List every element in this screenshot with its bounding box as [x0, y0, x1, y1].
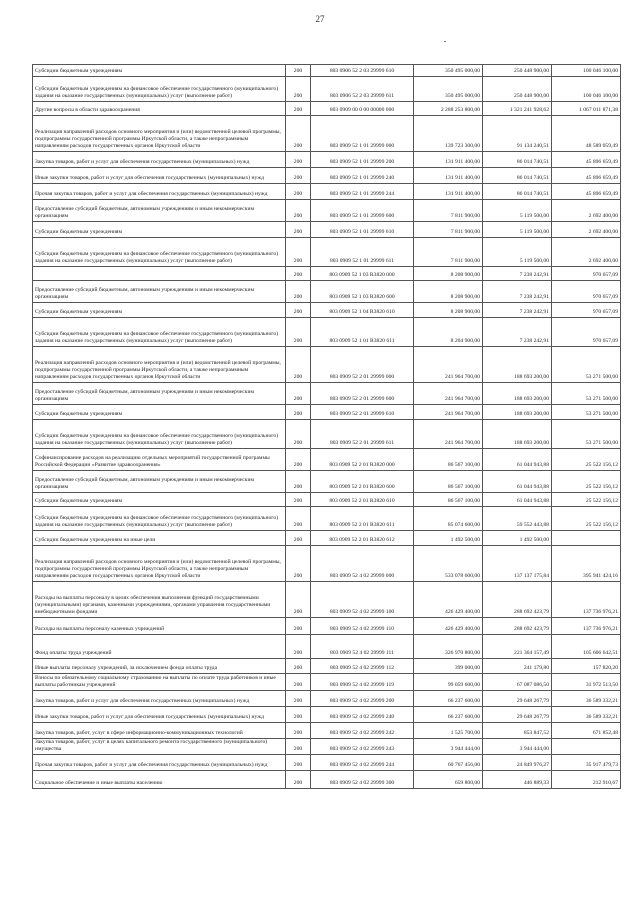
row-name-cell	[33, 267, 286, 281]
table-body	[33, 65, 621, 789]
row-executed-amount-cell: 250 448 900,00	[483, 65, 552, 77]
row-approved-amount-cell: 350 495 000,00	[414, 65, 483, 77]
row-admin-code-cell: 200	[286, 222, 311, 238]
row-name-cell: Закупка товаров, работ, услуг в целях капитального ремонта государственного (муниципального) имущества	[33, 739, 286, 755]
row-name-cell: Предоставление субсидий бюджетным, автономным учреждениям и иным некоммерческим организациям	[33, 383, 286, 405]
row-executed-amount-cell: 288 692 423,79	[483, 582, 552, 618]
row-executed-amount-cell: 91 134 240,51	[483, 116, 552, 152]
row-executed-amount-cell: 59 552 443,88	[483, 507, 552, 531]
row-executed-amount-cell: 137 137 175,84	[483, 546, 552, 582]
table-row	[33, 755, 621, 771]
row-remaining-amount-cell: 212 910,67	[552, 771, 621, 789]
row-budget-code-cell: 803 0909 52 1 01 29999 600	[311, 200, 414, 222]
row-admin-code-cell: 200	[286, 507, 311, 531]
row-remaining-amount-cell: 45 896 659,49	[552, 168, 621, 184]
row-remaining-amount-cell: 1 067 011 871,38	[552, 102, 621, 116]
row-remaining-amount-cell: 2 692 400,00	[552, 200, 621, 222]
table-row	[33, 471, 621, 493]
row-name-cell: Субсидии бюджетным учреждениям на финансовое обеспечение государственного (муниципального) задания на оказание государственных (муниципальных) услуг (выполнение работ)	[33, 318, 286, 347]
row-name-cell: Прочая закупка товаров, работ и услуг для обеспечения государственных (муниципальных) нужд	[33, 755, 286, 771]
row-executed-amount-cell: 7 238 242,91	[483, 318, 552, 347]
table-row	[33, 691, 621, 707]
row-remaining-amount-cell: 137 736 976,21	[552, 582, 621, 618]
row-remaining-amount-cell: 970 657,09	[552, 318, 621, 347]
row-remaining-amount-cell: 970 657,09	[552, 303, 621, 318]
row-admin-code-cell: 200	[286, 383, 311, 405]
row-name-cell: Субсидии бюджетным учреждениям на финансовое обеспечение государственного (муниципального) задания на оказание государственных (муниципальных) услуг (выполнение работ)	[33, 77, 286, 102]
table-row	[33, 383, 621, 405]
table-row	[33, 102, 621, 116]
table-row	[33, 659, 621, 674]
row-name-cell: Субсидии бюджетным учреждениям	[33, 303, 286, 318]
row-remaining-amount-cell: 25 522 156,12	[552, 493, 621, 507]
row-admin-code-cell: 200	[286, 77, 311, 102]
row-remaining-amount-cell: 53 271 500,00	[552, 383, 621, 405]
row-approved-amount-cell: 326 970 800,00	[414, 635, 483, 659]
row-remaining-amount-cell: 2 692 400,00	[552, 238, 621, 267]
table-row	[33, 707, 621, 723]
table-row	[33, 674, 621, 691]
row-remaining-amount-cell: 157 820,20	[552, 659, 621, 674]
table-row	[33, 771, 621, 789]
row-approved-amount-cell: 86 567 100,00	[414, 471, 483, 493]
row-approved-amount-cell: 241 964 700,00	[414, 347, 483, 383]
row-budget-code-cell: 803 0909 52 4 02 29999 100	[311, 582, 414, 618]
row-approved-amount-cell: 1 525 700,00	[414, 723, 483, 739]
row-name-cell: Субсидии бюджетным учреждениям	[33, 405, 286, 420]
table-row	[33, 582, 621, 618]
row-budget-code-cell: 803 0909 52 2 01 29999 610	[311, 405, 414, 420]
row-admin-code-cell: 200	[286, 635, 311, 659]
row-admin-code-cell: 200	[286, 707, 311, 723]
row-name-cell: Субсидии бюджетным учреждениям	[33, 222, 286, 238]
row-admin-code-cell: 200	[286, 582, 311, 618]
row-executed-amount-cell: 7 238 242,91	[483, 303, 552, 318]
row-admin-code-cell: 200	[286, 618, 311, 635]
row-budget-code-cell: 803 0909 52 2 01 R3820 610	[311, 493, 414, 507]
row-budget-code-cell: 803 0909 52 4 02 29999 111	[311, 635, 414, 659]
row-admin-code-cell: 200	[286, 405, 311, 420]
row-admin-code-cell: 200	[286, 347, 311, 383]
row-executed-amount-cell: 446 889,33	[483, 771, 552, 789]
table-row	[33, 238, 621, 267]
page-number: 27	[315, 14, 325, 24]
row-admin-code-cell: 200	[286, 65, 311, 77]
row-budget-code-cell: 803 0909 52 4 02 29999 244	[311, 755, 414, 771]
table-row	[33, 420, 621, 449]
row-remaining-amount-cell: 100 046 100,00	[552, 65, 621, 77]
row-remaining-amount-cell: 671 852,48	[552, 723, 621, 739]
row-approved-amount-cell: 86 567 100,00	[414, 493, 483, 507]
row-budget-code-cell: 803 0909 52 2 01 R3820 600	[311, 471, 414, 493]
table-row	[33, 739, 621, 755]
table-row	[33, 303, 621, 318]
row-name-cell: Реализация направлений расходов основного мероприятия и (или) ведомственной целевой программы, подпрограммы государственной программы Иркутской области, а также непрограммным направлениям расходов государственных органов Иркутской области	[33, 116, 286, 152]
row-budget-code-cell: 803 0909 52 2 01 R3820 000	[311, 449, 414, 471]
row-approved-amount-cell: 8 208 900,00	[414, 303, 483, 318]
row-approved-amount-cell: 426 429 400,00	[414, 618, 483, 635]
row-budget-code-cell: 803 0909 52 1 04 R3820 610	[311, 303, 414, 318]
row-admin-code-cell: 200	[286, 102, 311, 116]
row-executed-amount-cell: 188 693 200,00	[483, 347, 552, 383]
row-approved-amount-cell: 241 964 700,00	[414, 420, 483, 449]
row-remaining-amount-cell	[552, 531, 621, 546]
row-admin-code-cell: 200	[286, 168, 311, 184]
row-remaining-amount-cell: 395 941 424,16	[552, 546, 621, 582]
row-executed-amount-cell: 221 364 157,49	[483, 635, 552, 659]
row-approved-amount-cell: 399 000,00	[414, 659, 483, 674]
row-name-cell: Другие вопросы в области здравоохранения	[33, 102, 286, 116]
row-executed-amount-cell: 86 014 740,51	[483, 168, 552, 184]
row-name-cell: Софинансирование расходов на реализацию отдельных мероприятий государственной программы Российской Федерации «Развитие здравоохранения»	[33, 449, 286, 471]
row-approved-amount-cell: 2 288 253 800,00	[414, 102, 483, 116]
row-remaining-amount-cell: 100 046 100,00	[552, 77, 621, 102]
table-row	[33, 723, 621, 739]
row-name-cell: Социальное обеспечение и иные выплаты населению	[33, 771, 286, 789]
table-row	[33, 168, 621, 184]
row-name-cell: Субсидии бюджетным учреждениям на финансовое обеспечение государственного (муниципального) задания на оказание государственных (муниципальных) услуг (выполнение работ)	[33, 507, 286, 531]
row-remaining-amount-cell: 137 736 976,21	[552, 618, 621, 635]
row-budget-code-cell: 803 0909 52 4 02 29999 240	[311, 707, 414, 723]
row-budget-code-cell: 803 0909 52 2 01 29999 611	[311, 420, 414, 449]
row-admin-code-cell: 200	[286, 318, 311, 347]
row-admin-code-cell: 200	[286, 449, 311, 471]
row-executed-amount-cell: 250 448 900,00	[483, 77, 552, 102]
row-admin-code-cell: 200	[286, 116, 311, 152]
row-remaining-amount-cell	[552, 739, 621, 755]
row-executed-amount-cell: 29 648 267,79	[483, 707, 552, 723]
table-row	[33, 618, 621, 635]
row-budget-code-cell: 803 0909 52 1 01 29999 611	[311, 238, 414, 267]
row-approved-amount-cell: 99 059 600,00	[414, 674, 483, 691]
row-approved-amount-cell: 7 811 900,00	[414, 238, 483, 267]
row-approved-amount-cell: 131 911 400,00	[414, 168, 483, 184]
row-executed-amount-cell: 188 693 200,00	[483, 420, 552, 449]
row-admin-code-cell: 200	[286, 755, 311, 771]
row-budget-code-cell: 803 0909 52 4 02 29999 300	[311, 771, 414, 789]
row-budget-code-cell: 803 0909 52 4 02 29999 242	[311, 723, 414, 739]
row-executed-amount-cell: 5 119 500,00	[483, 238, 552, 267]
row-executed-amount-cell: 24 849 976,27	[483, 755, 552, 771]
row-executed-amount-cell: 853 847,52	[483, 723, 552, 739]
row-executed-amount-cell: 1 321 241 928,62	[483, 102, 552, 116]
row-executed-amount-cell: 1 492 500,00	[483, 531, 552, 546]
row-approved-amount-cell: 3 944 444,00	[414, 739, 483, 755]
row-executed-amount-cell: 61 044 943,88	[483, 493, 552, 507]
row-budget-code-cell: 803 0909 52 1 01 29999 000	[311, 116, 414, 152]
row-admin-code-cell: 200	[286, 152, 311, 168]
row-remaining-amount-cell: 25 522 156,12	[552, 471, 621, 493]
row-remaining-amount-cell: 970 657,09	[552, 281, 621, 303]
row-admin-code-cell: 200	[286, 281, 311, 303]
row-executed-amount-cell: 86 014 740,51	[483, 184, 552, 200]
row-admin-code-cell: 200	[286, 531, 311, 546]
row-budget-code-cell: 803 0909 52 1 01 R3820 611	[311, 318, 414, 347]
row-remaining-amount-cell: 53 271 500,00	[552, 420, 621, 449]
row-approved-amount-cell: 139 723 300,00	[414, 116, 483, 152]
row-approved-amount-cell: 8 208 900,00	[414, 281, 483, 303]
row-approved-amount-cell: 60 767 456,00	[414, 755, 483, 771]
row-executed-amount-cell: 86 014 740,51	[483, 152, 552, 168]
row-budget-code-cell: 803 0909 52 1 01 29999 610	[311, 222, 414, 238]
table-row	[33, 65, 621, 77]
table-row	[33, 267, 621, 281]
row-admin-code-cell: 200	[286, 771, 311, 789]
row-name-cell: Иные выплаты персоналу учреждений, за исключением фонда оплаты труда	[33, 659, 286, 674]
row-remaining-amount-cell: 48 589 059,49	[552, 116, 621, 152]
row-budget-code-cell: 803 0909 52 1 01 29999 200	[311, 152, 414, 168]
row-name-cell: Реализация направлений расходов основного мероприятия и (или) ведомственной целевой программы, подпрограммы государственной программы Иркутской области, а также непрограммным направлениям расходов государственных органов Иркутской области	[33, 546, 286, 582]
row-name-cell: Расходы на выплаты персоналу в целях обеспечения выполнения функций государственными (муниципальными) органами, казенными учреждениями, органами управления государственными внебюджетными фондами	[33, 582, 286, 618]
row-admin-code-cell: 200	[286, 493, 311, 507]
table-row	[33, 222, 621, 238]
row-approved-amount-cell: 241 964 700,00	[414, 405, 483, 420]
row-name-cell: Предоставление субсидий бюджетным, автономным учреждениям и иным некоммерческим организациям	[33, 200, 286, 222]
budget-execution-table	[32, 64, 621, 789]
row-name-cell: Субсидии бюджетным учреждениям	[33, 493, 286, 507]
table-row	[33, 507, 621, 531]
row-approved-amount-cell: 8 204 900,00	[414, 318, 483, 347]
table-row	[33, 184, 621, 200]
row-budget-code-cell: 803 0909 52 4 02 29999 243	[311, 739, 414, 755]
row-name-cell: Закупка товаров, работ и услуг для обеспечения государственных (муниципальных) нужд	[33, 691, 286, 707]
row-executed-amount-cell: 5 119 500,00	[483, 200, 552, 222]
row-budget-code-cell: 803 0909 52 2 01 R3820 611	[311, 507, 414, 531]
row-name-cell: Иные закупки товаров, работ и услуг для обеспечения государственных (муниципальных) нужд	[33, 168, 286, 184]
table-row	[33, 405, 621, 420]
row-approved-amount-cell: 533 078 600,00	[414, 546, 483, 582]
row-admin-code-cell: 200	[286, 674, 311, 691]
row-budget-code-cell: 803 0909 52 2 01 29999 000	[311, 347, 414, 383]
row-admin-code-cell: 200	[286, 471, 311, 493]
row-admin-code-cell: 200	[286, 184, 311, 200]
table-row	[33, 493, 621, 507]
row-approved-amount-cell: 8 208 900,00	[414, 267, 483, 281]
row-remaining-amount-cell: 45 896 659,49	[552, 184, 621, 200]
row-approved-amount-cell: 1 492 500,00	[414, 531, 483, 546]
row-budget-code-cell: 803 0909 52 4 02 29999 110	[311, 618, 414, 635]
row-budget-code-cell: 803 0909 52 4 02 29999 119	[311, 674, 414, 691]
row-executed-amount-cell: 241 179,80	[483, 659, 552, 674]
row-name-cell: Субсидии бюджетным учреждениям на финансовое обеспечение государственного (муниципального) задания на оказание государственных (муниципальных) услуг (выполнение работ)	[33, 420, 286, 449]
row-budget-code-cell: 803 0909 52 1 01 29999 244	[311, 184, 414, 200]
row-name-cell: Реализация направлений расходов основного мероприятия и (или) ведомственной целевой программы, подпрограммы государственной программы Иркутской области, а также непрограммным направлениям расходов государственных органов Иркутской области	[33, 347, 286, 383]
row-name-cell: Фонд оплаты труда учреждений	[33, 635, 286, 659]
row-budget-code-cell: 803 0909 52 2 01 29999 600	[311, 383, 414, 405]
table-row	[33, 200, 621, 222]
row-budget-code-cell: 803 0909 00 0 00 00000 000	[311, 102, 414, 116]
table-row	[33, 546, 621, 582]
row-budget-code-cell: 803 0906 52 2 03 29999 611	[311, 77, 414, 102]
row-approved-amount-cell: 350 495 000,00	[414, 77, 483, 102]
row-name-cell: Закупка товаров, работ, услуг в сфере информационно-коммуникационных технологий	[33, 723, 286, 739]
row-budget-code-cell: 803 0909 52 1 03 R3820 600	[311, 281, 414, 303]
row-executed-amount-cell: 29 648 267,79	[483, 691, 552, 707]
row-approved-amount-cell: 66 237 600,00	[414, 691, 483, 707]
row-name-cell: Иные закупки товаров, работ и услуг для обеспечения государственных (муниципальных) нужд	[33, 707, 286, 723]
row-remaining-amount-cell: 970 657,09	[552, 267, 621, 281]
row-budget-code-cell: 803 0909 52 1 01 29999 240	[311, 168, 414, 184]
scan-mark	[444, 41, 446, 42]
table-row	[33, 318, 621, 347]
row-admin-code-cell: 200	[286, 238, 311, 267]
table-row	[33, 531, 621, 546]
row-executed-amount-cell: 67 087 086,50	[483, 674, 552, 691]
row-admin-code-cell: 200	[286, 546, 311, 582]
row-approved-amount-cell: 241 964 700,00	[414, 383, 483, 405]
row-executed-amount-cell: 3 944 444,00	[483, 739, 552, 755]
row-budget-code-cell: 803 0906 52 2 03 29999 610	[311, 65, 414, 77]
row-remaining-amount-cell: 36 589 332,21	[552, 691, 621, 707]
row-name-cell: Предоставление субсидий бюджетным, автономным учреждениям и иным некоммерческим организациям	[33, 471, 286, 493]
row-approved-amount-cell: 426 429 400,00	[414, 582, 483, 618]
table-row	[33, 449, 621, 471]
row-budget-code-cell: 803 0909 52 4 02 29999 112	[311, 659, 414, 674]
row-remaining-amount-cell: 36 589 332,21	[552, 707, 621, 723]
row-admin-code-cell: 200	[286, 200, 311, 222]
row-name-cell: Предоставление субсидий бюджетным, автономным учреждениям и иным некоммерческим организациям	[33, 281, 286, 303]
row-executed-amount-cell: 188 693 200,00	[483, 383, 552, 405]
row-name-cell: Прочая закупка товаров, работ и услуг для обеспечения государственных (муниципальных) нужд	[33, 184, 286, 200]
table-row	[33, 77, 621, 102]
row-name-cell: Взносы по обязательному социальному страхованию на выплаты по оплате труда работников и иные выплаты работникам учреждений	[33, 674, 286, 691]
row-name-cell: Субсидии бюджетным учреждениям на иные цели	[33, 531, 286, 546]
row-name-cell: Субсидии бюджетным учреждениям	[33, 65, 286, 77]
row-executed-amount-cell: 7 238 242,91	[483, 281, 552, 303]
row-budget-code-cell: 803 0909 52 2 01 R3820 612	[311, 531, 414, 546]
row-remaining-amount-cell: 2 692 400,00	[552, 222, 621, 238]
table-row	[33, 635, 621, 659]
row-remaining-amount-cell: 53 271 500,00	[552, 347, 621, 383]
row-approved-amount-cell: 7 811 900,00	[414, 200, 483, 222]
row-approved-amount-cell: 131 911 400,00	[414, 184, 483, 200]
row-admin-code-cell: 200	[286, 659, 311, 674]
row-approved-amount-cell: 86 567 100,00	[414, 449, 483, 471]
row-approved-amount-cell: 659 800,00	[414, 771, 483, 789]
row-admin-code-cell: 200	[286, 739, 311, 755]
row-remaining-amount-cell: 45 896 659,49	[552, 152, 621, 168]
row-admin-code-cell: 200	[286, 691, 311, 707]
row-remaining-amount-cell: 35 917 479,73	[552, 755, 621, 771]
row-admin-code-cell: 200	[286, 267, 311, 281]
row-name-cell: Закупка товаров, работ и услуг для обеспечения государственных (муниципальных) нужд	[33, 152, 286, 168]
row-remaining-amount-cell: 25 522 156,12	[552, 449, 621, 471]
table-row	[33, 347, 621, 383]
row-executed-amount-cell: 61 044 943,88	[483, 471, 552, 493]
row-approved-amount-cell: 66 237 600,00	[414, 707, 483, 723]
row-budget-code-cell: 803 0909 52 4 02 29999 000	[311, 546, 414, 582]
row-executed-amount-cell: 7 238 242,91	[483, 267, 552, 281]
row-approved-amount-cell: 131 911 400,00	[414, 152, 483, 168]
row-executed-amount-cell: 5 119 500,00	[483, 222, 552, 238]
row-remaining-amount-cell: 105 606 642,51	[552, 635, 621, 659]
row-executed-amount-cell: 188 693 200,00	[483, 405, 552, 420]
row-name-cell: Расходы на выплаты персоналу казенных учреждений	[33, 618, 286, 635]
table-row	[33, 116, 621, 152]
table-row	[33, 152, 621, 168]
row-remaining-amount-cell: 31 972 513,50	[552, 674, 621, 691]
row-remaining-amount-cell: 25 522 156,12	[552, 507, 621, 531]
row-admin-code-cell: 200	[286, 303, 311, 318]
row-name-cell: Субсидии бюджетным учреждениям на финансовое обеспечение государственного (муниципального) задания на оказание государственных (муниципальных) услуг (выполнение работ)	[33, 238, 286, 267]
row-approved-amount-cell: 85 074 600,00	[414, 507, 483, 531]
row-admin-code-cell: 200	[286, 420, 311, 449]
row-budget-code-cell: 803 0909 52 1 03 R3820 000	[311, 267, 414, 281]
row-approved-amount-cell: 7 811 900,00	[414, 222, 483, 238]
row-executed-amount-cell: 288 692 423,79	[483, 618, 552, 635]
row-remaining-amount-cell: 53 271 500,00	[552, 405, 621, 420]
row-executed-amount-cell: 61 044 943,88	[483, 449, 552, 471]
row-admin-code-cell: 200	[286, 723, 311, 739]
row-budget-code-cell: 803 0909 52 4 02 29999 200	[311, 691, 414, 707]
table-row	[33, 281, 621, 303]
